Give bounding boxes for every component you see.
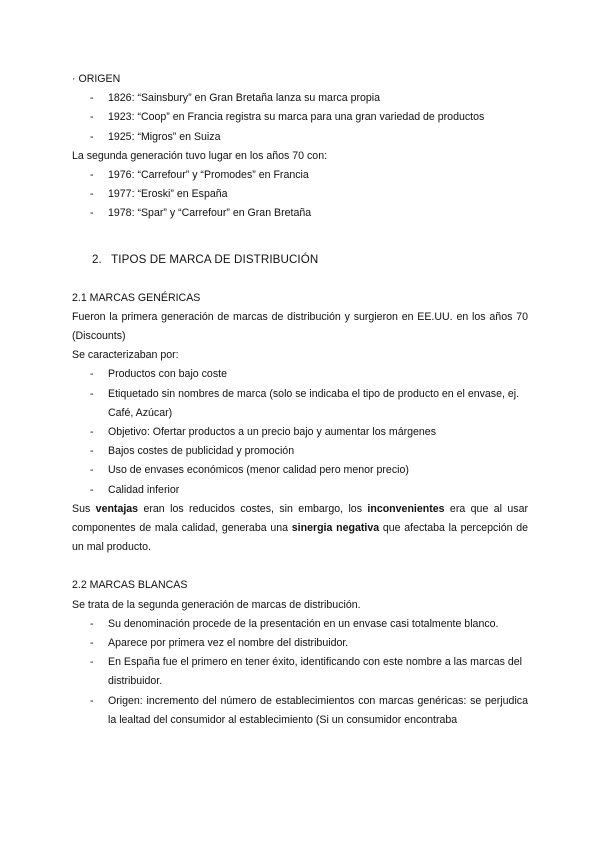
bullet-dash: - [90, 445, 94, 458]
list-item [72, 128, 528, 147]
bullet-dash: - [90, 426, 94, 439]
bullet-dash: - [90, 387, 94, 400]
list-item [72, 615, 528, 634]
list-item-text: 1925: “Migros” en Suiza [108, 130, 221, 143]
bullet-dash: - [90, 483, 94, 496]
summary-text: era que al usar componentes de mala calidad, generaba una [72, 502, 528, 535]
list-item-text: Origen: incremento del número de establecimientos con marcas genéricas: se perjudica la lealtad del consumidor al establecimiento (Si un consumidor encontraba [108, 694, 528, 726]
bullet-dash: - [90, 169, 94, 182]
bullet-dash: - [90, 656, 94, 669]
genericas-characterized: Se caracterizaban por: [72, 349, 179, 362]
list-item-text: En España fue el primero en tener éxito, identificando con este nombre a las marcas del distribuidor. [108, 656, 522, 688]
document-page [72, 70, 528, 730]
blancas-intro: Se trata de la segunda generación de marcas de distribución. [72, 598, 361, 611]
summary-text: Sus [72, 502, 96, 515]
list-item [72, 108, 528, 127]
list-item [72, 481, 528, 500]
list-item [72, 204, 528, 223]
bullet-dash: - [90, 617, 94, 630]
list-item-text: Etiquetado sin nombres de marca (solo se indicaba el tipo de producto en el envase, ej. Café, Azúcar) [108, 387, 520, 419]
genericas-summary [72, 500, 528, 558]
list-item [72, 89, 528, 108]
list-item-text: Bajos costes de publicidad y promoción [108, 445, 295, 458]
keyword-ventajas: ventajas [95, 502, 139, 515]
bullet-dash: - [90, 368, 94, 381]
list-item-text: Objetivo: Ofertar productos a un precio bajo y aumentar los márgenes [108, 426, 436, 439]
second-gen-intro: La segunda generación tuvo lugar en los años 70 con: [72, 149, 328, 162]
list-item [72, 692, 528, 730]
bullet-dash: - [90, 637, 94, 650]
list-item [72, 461, 528, 480]
keyword-sinergia-negativa: sinergia negativa [291, 522, 380, 535]
list-item [72, 653, 528, 691]
list-item [72, 365, 528, 384]
summary-text: eran los reducidos costes, sin embargo, los [138, 502, 368, 515]
list-item-text: Calidad inferior [108, 483, 180, 496]
genericas-intro: Fueron la primera generación de marcas de distribución y surgieron en EE.UU. en los años 70 (Discounts) [72, 310, 528, 343]
list-item-text: Aparece por primera vez el nombre del distribuidor. [108, 637, 349, 650]
list-item [72, 634, 528, 653]
section-heading [72, 250, 528, 270]
bullet-dash: - [90, 130, 94, 143]
list-item [72, 423, 528, 442]
list-item-text: 1826: “Sainsbury” en Gran Bretaña lanza su marca propia [108, 92, 381, 105]
list-item-text: 1923: “Coop” en Francia registra su marca para una gran variedad de productos [108, 111, 485, 124]
bullet-dash: - [90, 111, 94, 124]
list-item-text: 1978: “Spar” y “Carrefour” en Gran Bretaña [108, 207, 312, 220]
list-item-text: Productos con bajo coste [108, 368, 227, 381]
bullet-dash: - [90, 92, 94, 105]
subsection-heading-genericas: 2.1 MARCAS GENÉRICAS [72, 291, 201, 304]
subsection-heading-blancas: 2.2 MARCAS BLANCAS [72, 579, 188, 592]
list-item [72, 442, 528, 461]
list-item [72, 185, 528, 204]
section-title: TIPOS DE MARCA DE DISTRIBUCIÓN [111, 252, 319, 266]
bullet-dash: - [90, 464, 94, 477]
section-number: 2. [92, 252, 102, 266]
bullet-dash: - [90, 188, 94, 201]
list-item-text: Uso de envases económicos (menor calidad pero menor precio) [108, 464, 409, 477]
list-item [72, 385, 528, 423]
list-item [72, 166, 528, 185]
bullet-dash: - [90, 694, 94, 707]
keyword-inconvenientes: inconvenientes [367, 502, 445, 515]
origen-label: · ORIGEN [72, 73, 121, 85]
bullet-dash: - [90, 207, 94, 220]
list-item-text: 1976: “Carrefour” y “Promodes” en Francia [108, 169, 309, 182]
summary-text: que afectaba la percepción de un mal producto. [72, 522, 529, 554]
list-item-text: 1977: “Eroski” en España [108, 188, 228, 201]
list-item-text: Su denominación procede de la presentación en un envase casi totalmente blanco. [108, 617, 499, 630]
